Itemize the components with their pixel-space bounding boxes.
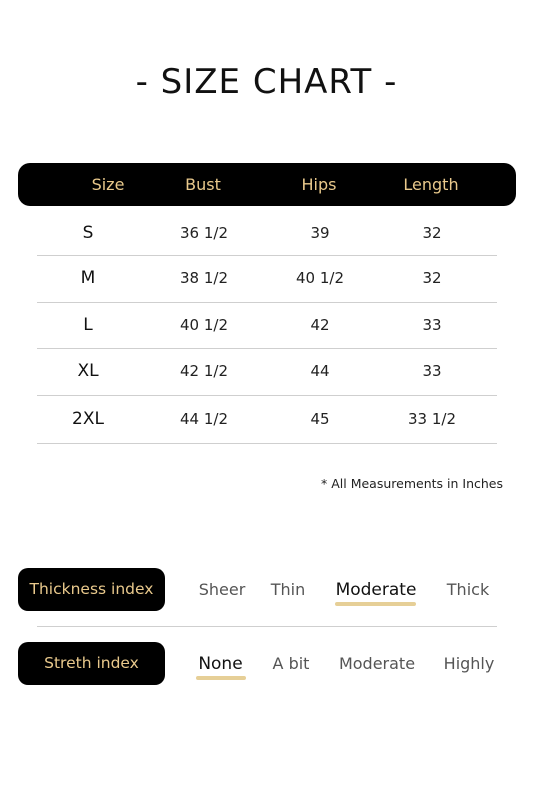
hips-cell: 39 — [310, 224, 330, 242]
hips-cell: 40 1/2 — [296, 269, 344, 287]
row-divider — [37, 396, 497, 444]
thickness-option-sheer: Sheer — [198, 580, 246, 599]
length-cell: 33 — [422, 316, 442, 334]
section-divider — [37, 626, 497, 627]
bust-cell: 44 1/2 — [180, 410, 228, 428]
stretch-option-highly: Highly — [443, 654, 495, 673]
length-cell: 33 — [422, 362, 442, 380]
bust-cell: 36 1/2 — [180, 224, 228, 242]
table-header — [18, 163, 516, 206]
size-cell: XL — [77, 361, 99, 381]
thickness-option-moderate: Moderate — [335, 580, 417, 600]
row-divider — [37, 209, 497, 256]
row-divider — [37, 348, 497, 396]
row-divider — [37, 255, 497, 303]
thickness-selected-underline — [335, 602, 416, 606]
hips-cell: 45 — [310, 410, 330, 428]
size-cell: 2XL — [72, 409, 104, 429]
header-length: Length — [403, 175, 459, 194]
thickness-option-thick: Thick — [446, 580, 490, 599]
size-cell: M — [80, 268, 96, 288]
size-cell: L — [83, 315, 93, 335]
thickness-option-thin: Thin — [270, 580, 306, 599]
measurement-footnote: * All Measurements in Inches — [321, 476, 503, 491]
thickness-index-label: Thickness index — [18, 568, 165, 611]
hips-cell: 42 — [310, 316, 330, 334]
header-bust: Bust — [185, 175, 221, 194]
length-cell: 32 — [422, 224, 442, 242]
size-cell: S — [82, 223, 94, 243]
header-size: Size — [91, 175, 125, 194]
row-divider — [37, 302, 497, 349]
header-hips: Hips — [301, 175, 337, 194]
hips-cell: 44 — [310, 362, 330, 380]
length-cell: 32 — [422, 269, 442, 287]
stretch-index-label: Streth index — [18, 642, 165, 685]
bust-cell: 42 1/2 — [180, 362, 228, 380]
bust-cell: 40 1/2 — [180, 316, 228, 334]
length-cell: 33 1/2 — [408, 410, 456, 428]
stretch-selected-underline — [196, 676, 246, 680]
stretch-option-none: None — [198, 654, 243, 674]
stretch-option-moderate: Moderate — [338, 654, 416, 673]
stretch-option-a-bit: A bit — [272, 654, 310, 673]
bust-cell: 38 1/2 — [180, 269, 228, 287]
page-title: - SIZE CHART - — [135, 62, 398, 102]
